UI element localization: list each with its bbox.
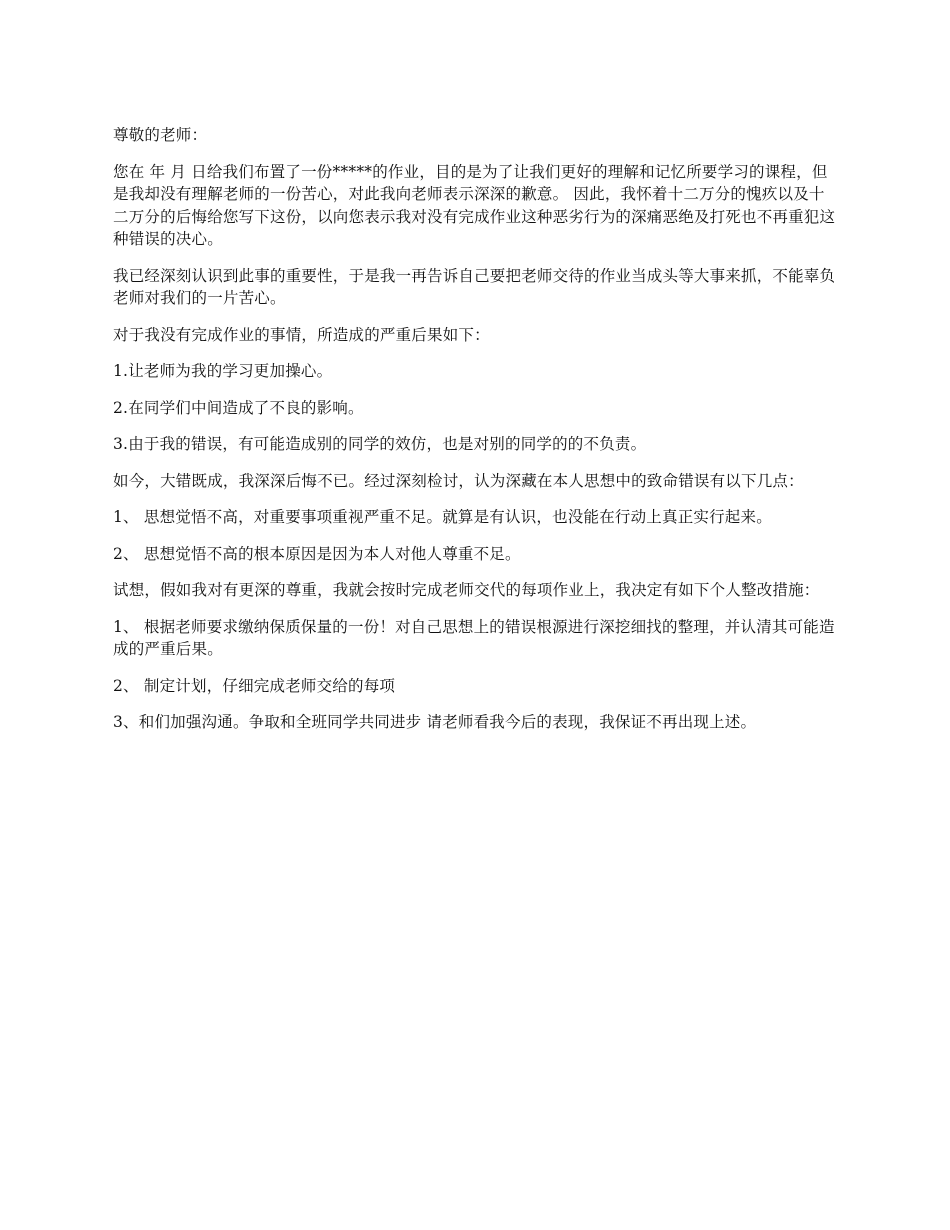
consequence-item-3: 3.由于我的错误，有可能造成别的同学的效仿，也是对别的同学的的不负责。 xyxy=(113,435,647,453)
letter-body xyxy=(113,124,837,748)
consequence-item-1: 1.让老师为我的学习更加操心。 xyxy=(113,362,333,380)
measure-item-3: 3、和们加强沟通。争取和全班同学共同进步 请老师看我今后的表现，我保证不再出现上述。 xyxy=(113,713,757,731)
paragraph-realization: 我已经深刻认识到此事的重要性，于是我一再告诉自己要把老师交待的作业当成头等大事来抓，不能辜负老师对我们的一片苦心。 xyxy=(113,266,836,307)
measure-item-1: 1、 根据老师要求缴纳保质保量的一份！对自己思想上的错误根源进行深挖细找的整理，并认清其可能造成的严重后果。 xyxy=(113,617,835,658)
salutation: 尊敬的老师： xyxy=(113,126,208,144)
error-item-1: 1、 思想觉悟不高，对重要事项重视严重不足。就算是有认识，也没能在行动上真正实行起来。 xyxy=(113,508,772,526)
consequence-item-2: 2.在同学们中间造成了不良的影响。 xyxy=(113,398,364,417)
paragraph-measures-heading: 试想，假如我对有更深的尊重，我就会按时完成老师交代的每项作业上，我决定有如下个人整改措施： xyxy=(113,581,820,599)
paragraph-consequences-heading: 对于我没有完成作业的事情，所造成的严重后果如下： xyxy=(113,325,490,344)
paragraph-reflection: 如今，大错既成，我深深后悔不已。经过深刻检讨，认为深藏在本人思想中的致命错误有以下几点： xyxy=(113,471,804,490)
paragraph-intro: 您在 年 月 日给我们布置了一份*****的作业，目的是为了让我们更好的理解和记忆所要学习的课程，但是我却没有理解老师的一份苦心，对此我向老师表示深深的歉意。 因此，我怀着十二万分的愧疚以及十二万分的后悔给您写下这份，以向您表示我对没有完成作业这种恶劣行为的深痛恶绝及打死也不再重犯这种错误的决心。 xyxy=(113,162,836,248)
error-item-2: 2、 思想觉悟不高的根本原因是因为本人对他人尊重不足。 xyxy=(113,544,521,563)
measure-item-2: 2、 制定计划，仔细完成老师交给的每项 xyxy=(113,676,396,695)
